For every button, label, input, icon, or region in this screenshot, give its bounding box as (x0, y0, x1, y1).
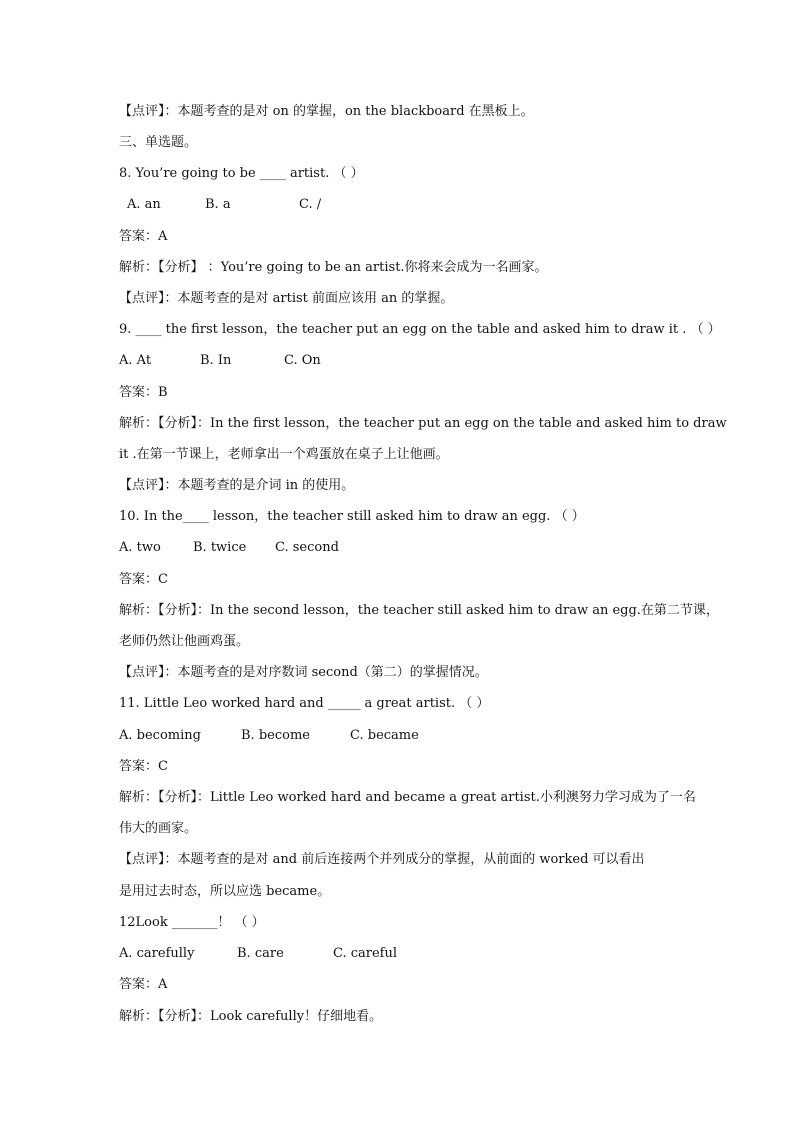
review-note-q9: 【点评】：本题考查的是介词 in 的使用。 (119, 478, 355, 493)
q11-option-b: B. become (241, 728, 310, 743)
analysis-q12: 解析：【分析】：Look carefully！仔细地看。 (119, 1009, 383, 1024)
analysis-q8: 解析：【分析】 ：You’re going to be an artist.你将来会成为一名画家。 (119, 260, 548, 275)
review-note-q8: 【点评】：本题考查的是对 artist 前面应该用 an 的掌握。 (119, 291, 454, 306)
analysis-q10-line2: 老师仍然让他画鸡蛋。 (119, 634, 250, 649)
q12-option-c: C. careful (333, 946, 398, 961)
analysis-q11-line2: 伟大的画家。 (119, 821, 198, 836)
q10-option-a: A. two (119, 540, 161, 555)
answer-q11: 答案：C (119, 759, 168, 774)
review-note-q11-line2: 是用过去时态，所以应选 became。 (119, 884, 331, 899)
q10-option-c: C. second (275, 540, 339, 555)
q9-option-c: C. On (284, 353, 321, 368)
question-12: 12Look _______！ （ ） (119, 915, 265, 930)
q8-option-c: C. / (299, 197, 322, 212)
answer-q8: 答案：A (119, 229, 168, 244)
q8-option-a: A. an (127, 197, 161, 212)
q10-option-b: B. twice (193, 540, 247, 555)
review-note-q11-line1: 【点评】：本题考查的是对 and 前后连接两个并列成分的掌握，从前面的 worked 可以看出 (119, 852, 645, 867)
analysis-q10-line1: 解析：【分析】：In the second lesson，the teacher still asked him to draw an egg.在第二节课， (119, 603, 719, 618)
q11-option-a: A. becoming (119, 728, 201, 743)
q9-option-a: A. At (119, 353, 152, 368)
q9-option-b: B. In (200, 353, 232, 368)
question-9: 9. ____ the first lesson，the teacher put an egg on the table and asked him to draw it . （ ） (119, 322, 721, 337)
question-10: 10. In the____ lesson，the teacher still asked him to draw an egg. （ ） (119, 509, 585, 524)
review-note-q7: 【点评】：本题考查的是对 on 的掌握，on the blackboard 在黑板上。 (119, 104, 534, 119)
answer-q9: 答案：B (119, 385, 168, 400)
q12-option-a: A. carefully (119, 946, 195, 961)
q12-option-b: B. care (237, 946, 284, 961)
analysis-q9-line1: 解析：【分析】：In the first lesson，the teacher put an egg on the table and asked him to draw (119, 416, 727, 431)
q8-option-b: B. a (205, 197, 231, 212)
answer-q10: 答案：C (119, 572, 168, 587)
question-11: 11. Little Leo worked hard and _____ a great artist. （ ） (119, 696, 490, 711)
q11-option-c: C. became (350, 728, 419, 743)
section-heading: 三、单选题。 (119, 135, 198, 150)
question-8: 8. You’re going to be ____ artist. （ ） (119, 166, 364, 181)
review-note-q10: 【点评】：本题考查的是对序数词 second（第二）的掌握情况。 (119, 665, 488, 680)
analysis-q11-line1: 解析：【分析】：Little Leo worked hard and became a great artist.小利澳努力学习成为了一名 (119, 790, 696, 805)
analysis-q9-line2: it .在第一节课上，老师拿出一个鸡蛋放在桌子上让他画。 (119, 447, 449, 462)
answer-q12: 答案：A (119, 977, 168, 992)
